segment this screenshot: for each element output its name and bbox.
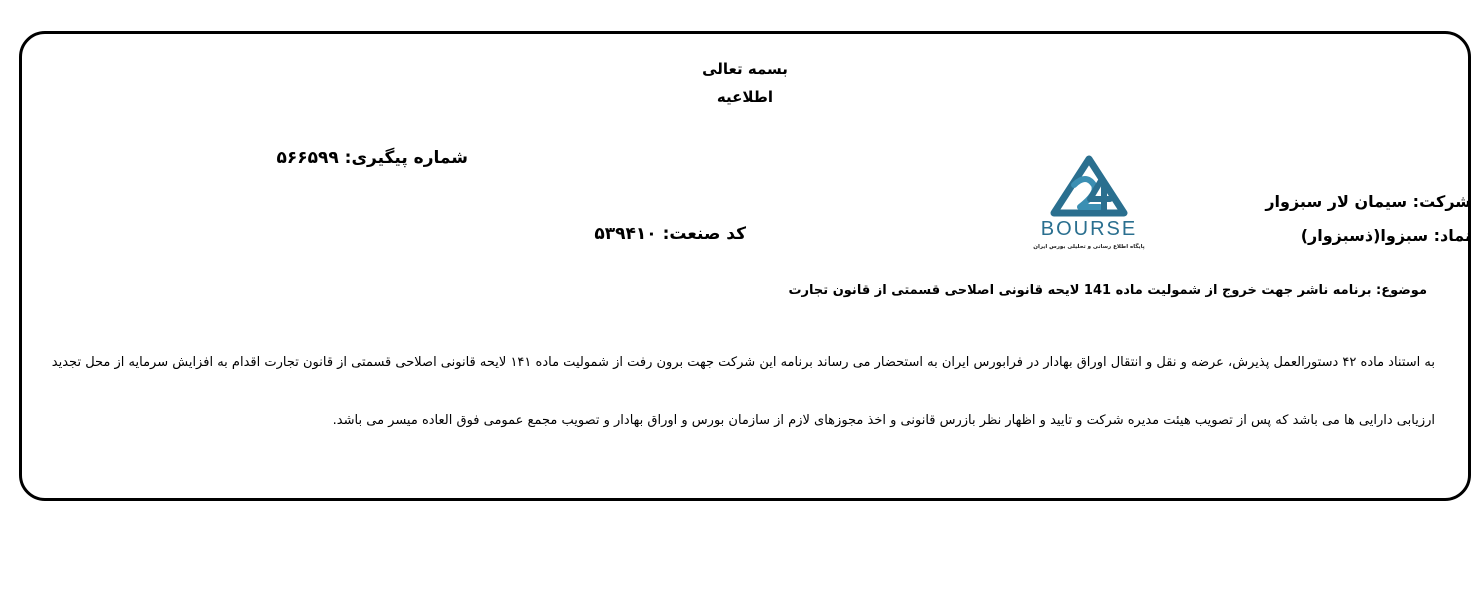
subject-label: موضوع: (1376, 283, 1427, 298)
subject-text: برنامه ناشر جهت خروج از شمولیت ماده 141 لایحه قانونی اصلاحی قسمتی از قانون تجارت (788, 283, 1372, 298)
bourse-logo (1030, 155, 1148, 253)
industry-label: کد صنعت: (662, 224, 746, 244)
stock-symbol (1301, 226, 1471, 245)
subject-line (788, 283, 1427, 298)
symbol-value: سبزوا(ذسبزوار) (1300, 226, 1429, 245)
logo-tagline: پایگاه اطلاع رسانی و تحلیلی بورس ایران (1033, 244, 1145, 250)
company-label: شرکت: (1412, 192, 1471, 211)
industry-value: ۵۳۹۴۱۰ (594, 224, 657, 244)
header-invocation: بسمه تعالی (702, 60, 788, 78)
logo-wordmark: BOURSE (1040, 218, 1138, 240)
industry-code (594, 224, 746, 244)
tracking-number (276, 148, 468, 168)
body-paragraph-line-1: به استناد ماده ۴۲ دستورالعمل پذیرش، عرضه و نقل و انتقال اوراق بهادار در فرابورس ایران به استحضار می رساند برنامه این شرکت جهت برون رفت از شمولیت ماده ۱۴۱ لایحه قانونی اصلاحی قسمتی از قانون تجارت اقدام به افزایش سرمایه از محل تجدید (51, 355, 1435, 370)
bourse-logo-icon (1030, 155, 1148, 253)
body-paragraph-line-2: ارزیابی دارایی ها می باشد که پس از تصویب هیئت مدیره شرکت و تایید و اظهار نظر بازرس قانونی و اخذ مجوزهای لازم از سازمان بورس و اوراق بهادار و تصویب مجمع عمومی فوق العاده میسر می باشد. (332, 413, 1435, 428)
company-name (1265, 192, 1471, 211)
symbol-label: نماد: (1433, 226, 1471, 245)
tracking-value: ۵۶۶۵۹۹ (276, 148, 339, 168)
notice-title: اطلاعیه (716, 88, 774, 106)
company-value: سیمان لار سبزوار (1265, 192, 1408, 211)
tracking-label: شماره پیگیری: (344, 148, 468, 168)
